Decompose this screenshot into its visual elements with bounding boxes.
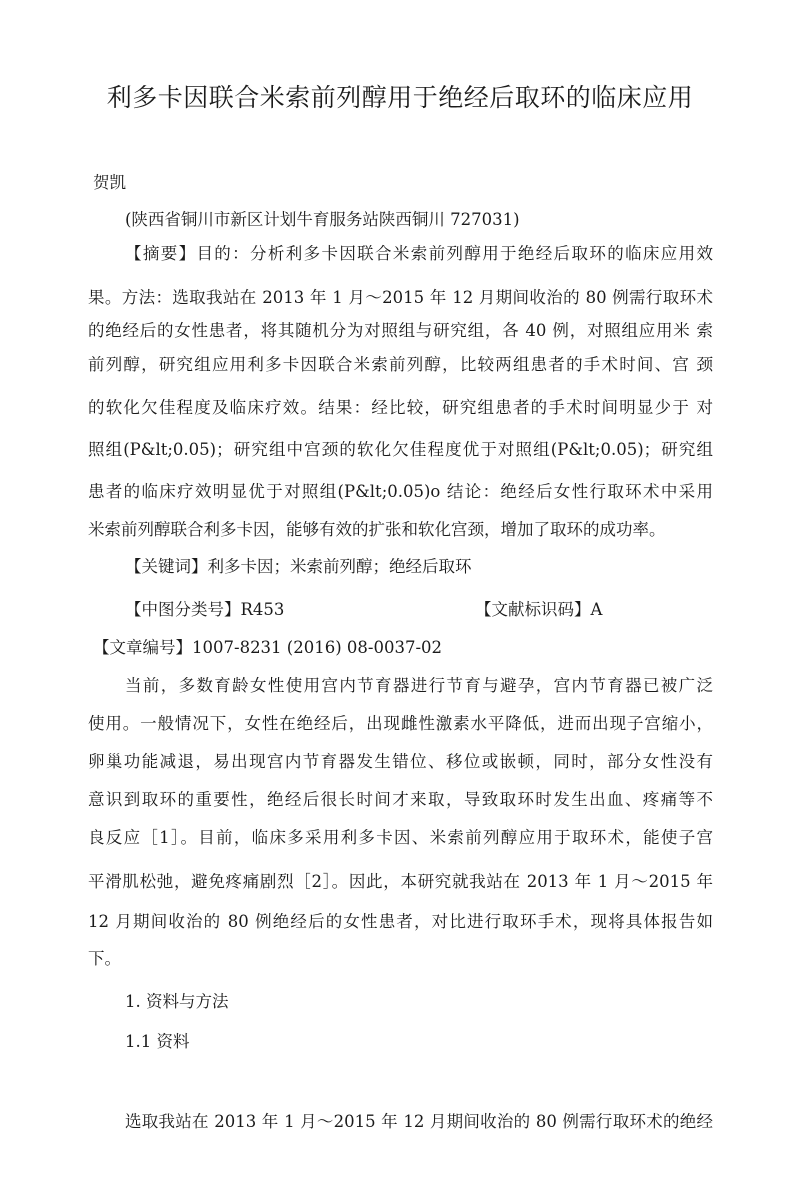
abstract-line: 米索前列醇联合利多卡因，能够有效的扩张和软化宫颈，增加了取环的成功率。 (88, 520, 666, 539)
abstract-line: 的软化欠佳程度及临床疗效。结果：经比较，研究组患者的手术时间明显少于 对 (88, 398, 713, 417)
intro-line: 使用。一般情况下，女性在绝经后，出现雌性激素水平降低，进而出现子宫缩小， (88, 714, 713, 733)
article-number: 【文章编号】1007-8231 (2016) 08-0037-02 (93, 638, 443, 657)
section-heading: 1. 资料与方法 (125, 992, 229, 1011)
intro-line: 12 月期间收治的 80 例绝经后的女性患者，对比进行取环手术，现将具体报告如 (88, 912, 713, 931)
abstract-line: 的绝经后的女性患者，将其随机分为对照组与研究组，各 40 例，对照组应用米 索 (88, 321, 713, 340)
abstract-line: 【摘要】目的：分析利多卡因联合米索前列醇用于绝经后取环的临床应用效 (125, 244, 713, 263)
subsection-heading: 1.1 资料 (125, 1032, 190, 1051)
intro-line: 意识到取环的重要性，绝经后很长时间才来取，导致取环时发生出血、疼痛等不 (88, 790, 713, 809)
intro-line: 良反应［1］。目前，临床多采用利多卡因、米索前列醇应用于取环术，能使子宫 (88, 828, 713, 847)
intro-line: 平滑肌松弛，避免疼痛剧烈［2］。因此，本研究就我站在 2013 年 1 月～2015 年 (88, 872, 713, 891)
body-line: 选取我站在 2013 年 1 月～2015 年 12 月期间收治的 80 例需行取环术的绝经 (125, 1112, 713, 1131)
intro-line: 下。 (88, 949, 121, 968)
abstract-line: 果。方法：选取我站在 2013 年 1 月～2015 年 12 月期间收治的 80 例需行取环术 (88, 288, 713, 307)
keywords: 【关键词】利多卡因；米索前列醇；绝经后取环 (125, 557, 472, 576)
intro-line: 卵巢功能减退，易出现宫内节育器发生错位、移位或嵌顿，同时，部分女性没有 (88, 752, 713, 771)
document-code: 【文献标识码】A (475, 600, 603, 619)
abstract-line: 照组(P&lt;0.05)；研究组中宫颈的软化欠佳程度优于对照组(P&lt;0.05)；研究组 (88, 440, 713, 459)
abstract-line: 前列醇，研究组应用利多卡因联合米索前列醇，比较两组患者的手术时间、宫 颈 (88, 355, 713, 374)
clc-number: 【中图分类号】R453 (125, 600, 285, 619)
intro-line: 当前，多数育龄女性使用宫内节育器进行节育与避孕，宫内节育器已被广泛 (125, 676, 713, 695)
paper-title: 利多卡因联合米索前列醇用于绝经后取环的临床应用 (106, 83, 694, 112)
abstract-line: 患者的临床疗效明显优于对照组(P&lt;0.05)o 结论：绝经后女性行取环术中采用 (88, 482, 713, 501)
affiliation: (陕西省铜川市新区计划牛育服务站陕西铜川 727031) (125, 210, 520, 229)
author: 贺凯 (93, 173, 126, 192)
